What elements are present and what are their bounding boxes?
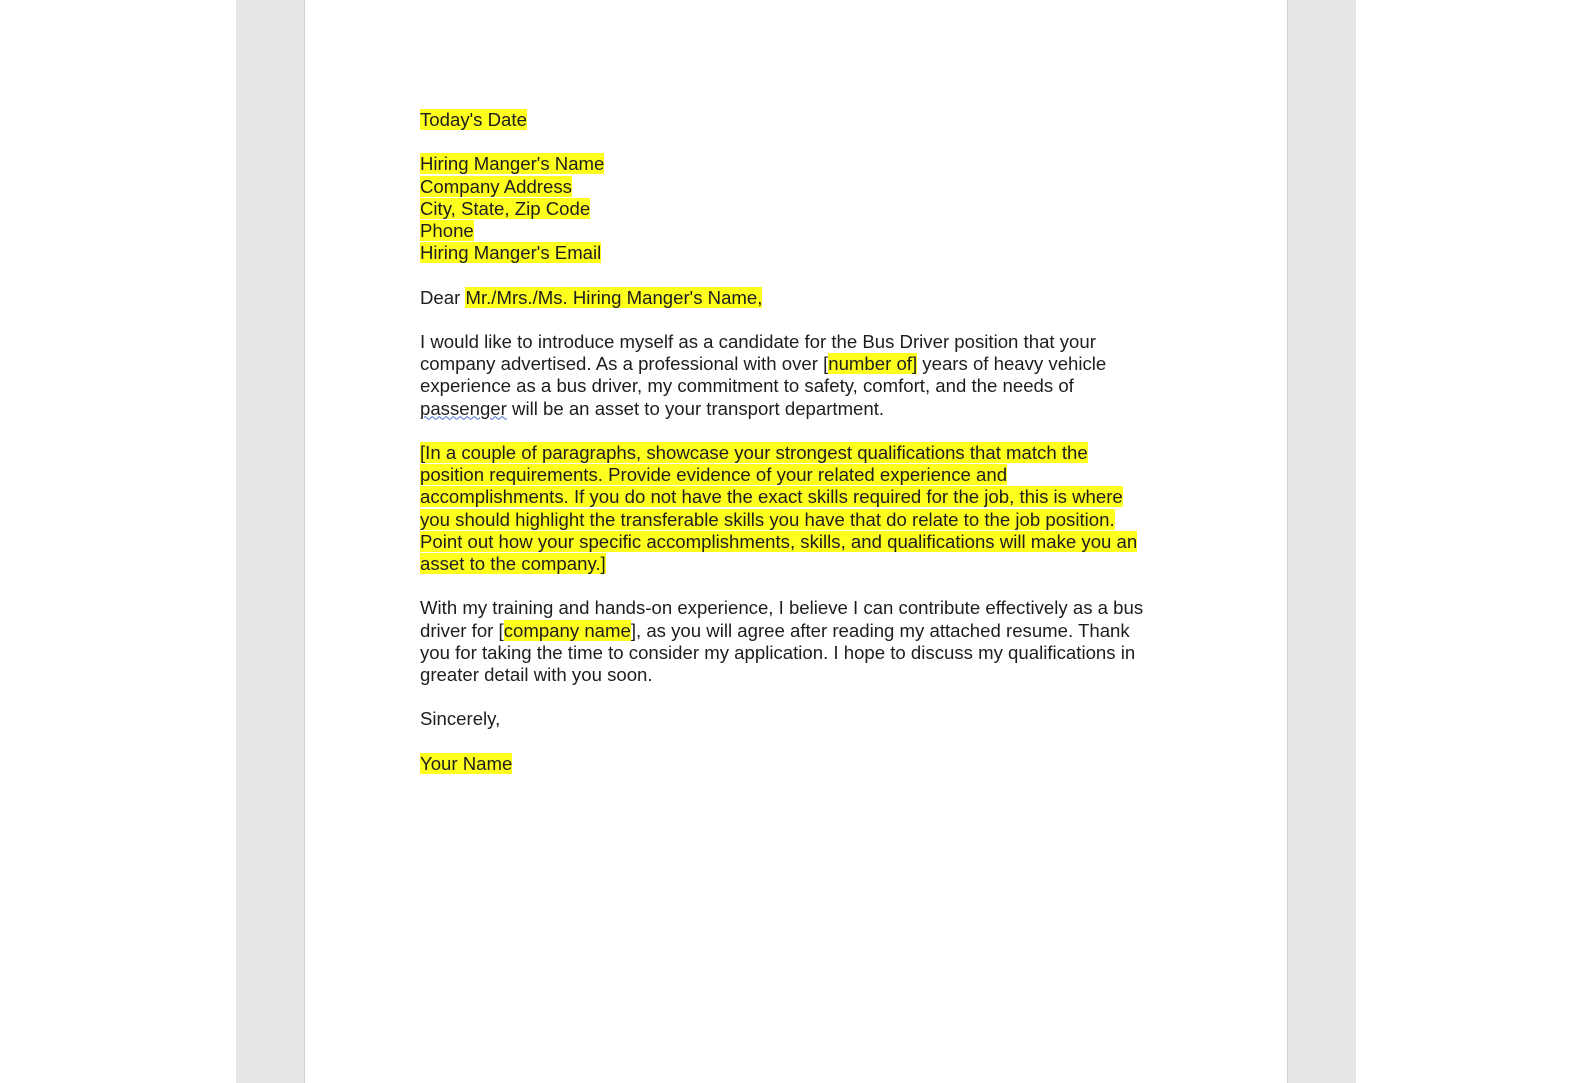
closing-line-2-end: ], as you will agree after reading my attached resume. Thank	[630, 619, 1130, 641]
closing-line-3: you for taking the time to consider my application. I hope to discuss my qualifications in	[420, 641, 1136, 663]
placeholder-line: Point out how your specific accomplishments, skills, and qualifications will make you an	[420, 530, 1138, 552]
salutation-prefix: Dear	[420, 286, 466, 308]
intro-line-3: experience as a bus driver, my commitment to safety, comfort, and the needs of	[420, 375, 1074, 397]
letter-body	[420, 109, 1180, 797]
years-placeholder[interactable]: number of]	[828, 353, 918, 375]
company-name-placeholder[interactable]: company name	[503, 619, 631, 641]
signoff-text: Sincerely,	[420, 708, 501, 730]
salutation-name[interactable]: Mr./Mrs./Ms. Hiring Manger's Name,	[465, 286, 763, 308]
signoff	[420, 708, 1180, 730]
closing-line-1: With my training and hands-on experience, I believe I can contribute effectively as a bus	[420, 597, 1144, 619]
placeholder-line: [In a couple of paragraphs, showcase your strongest qualifications that match the	[420, 441, 1088, 463]
closing-paragraph[interactable]	[420, 597, 1180, 686]
date-block	[420, 109, 1180, 131]
recipient-name[interactable]: Hiring Manger's Name	[420, 153, 605, 175]
closing-line-4: greater detail with you soon.	[420, 664, 653, 685]
intro-line-2-end: years of heavy vehicle	[917, 353, 1107, 375]
placeholder-line: position requirements. Provide evidence of your related experience and	[420, 464, 1008, 486]
signature-name[interactable]: Your Name	[420, 752, 513, 774]
signature	[420, 753, 1180, 775]
recipient-address[interactable]: Company Address	[420, 175, 572, 197]
placeholder-line: asset to the company.]	[420, 553, 606, 574]
spelling-flagged-word[interactable]: passenger	[420, 397, 507, 419]
intro-line-2-start: company advertised. As a professional with over [	[420, 353, 829, 375]
document-viewer[interactable]	[236, 0, 1356, 1083]
letter-date[interactable]: Today's Date	[420, 109, 527, 130]
placeholder-line: you should highlight the transferable skills you have that do relate to the job position.	[420, 508, 1115, 530]
recipient-block	[420, 153, 1180, 264]
placeholder-line: accomplishments. If you do not have the exact skills required for the job, this is where	[420, 486, 1123, 508]
intro-line-1: I would like to introduce myself as a candidate for the Bus Driver position that your	[420, 330, 1096, 352]
document-page[interactable]	[304, 0, 1288, 1083]
placeholder-paragraph[interactable]	[420, 442, 1180, 575]
salutation	[420, 287, 1180, 309]
intro-paragraph[interactable]	[420, 331, 1180, 420]
recipient-phone[interactable]: Phone	[420, 220, 474, 241]
intro-line-4-end: will be an asset to your transport department.	[506, 397, 885, 419]
closing-line-2-start: driver for [	[420, 619, 504, 641]
recipient-city-state-zip[interactable]: City, State, Zip Code	[420, 197, 591, 219]
recipient-email[interactable]: Hiring Manger's Email	[420, 242, 602, 264]
